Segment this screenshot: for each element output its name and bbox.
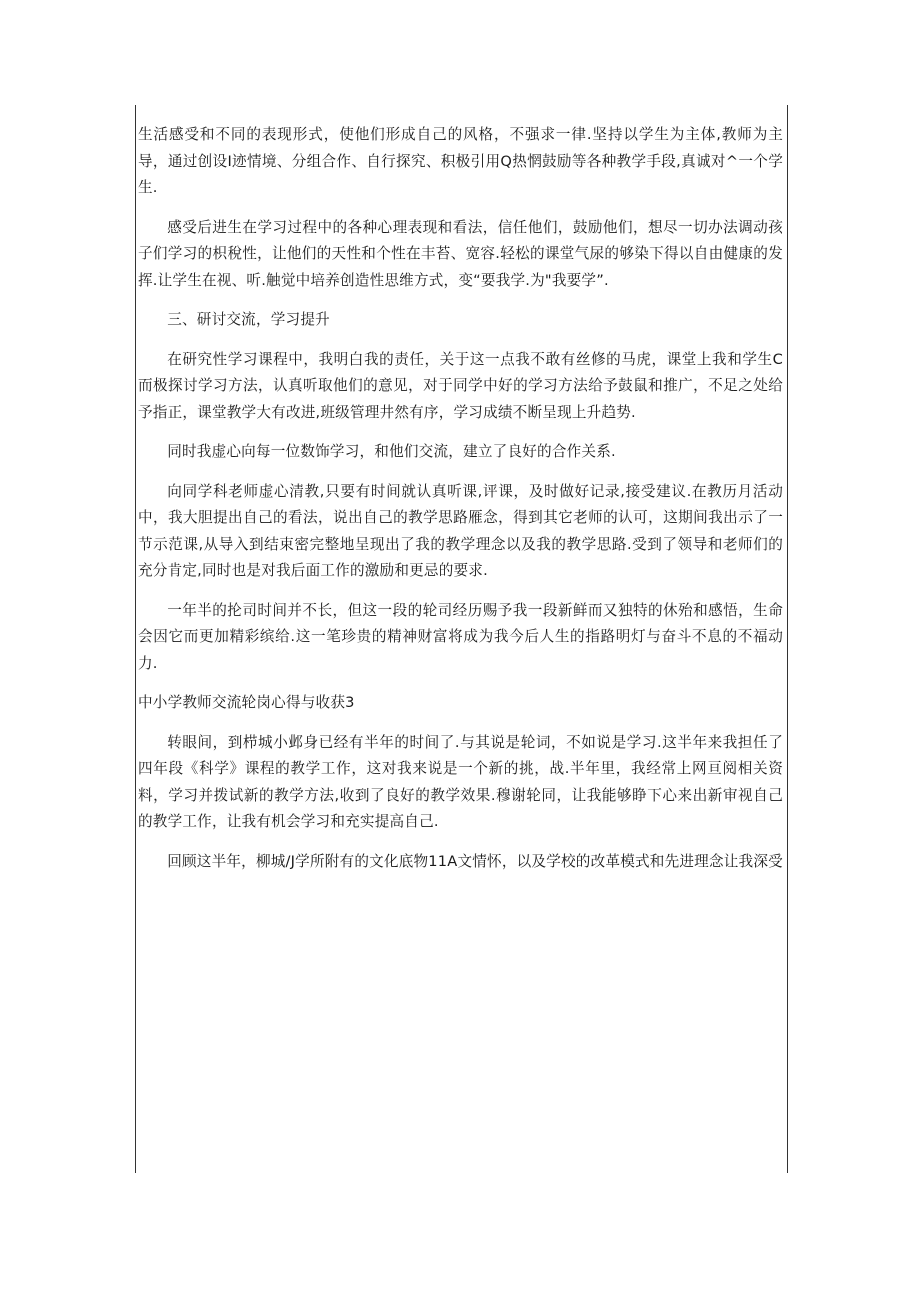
article-title: 中小学教师交流轮岗心得与收获3 bbox=[138, 694, 355, 711]
page-right-rule bbox=[787, 105, 788, 1173]
paragraph: 在研究性学习课程中，我明白我的责任，关于这一点我不敢有丝修的马虎，课堂上我和学生C而极探讨学习方法，认真听取他们的意见，对于同学中好的学习方法给予鼓鼠和推广，不足之处给予指正，课堂教学大有改进,班级管理井然有序，学习成绩不断呈现上升趋势. bbox=[138, 350, 783, 421]
document-body bbox=[138, 122, 783, 888]
section-heading: 三、研讨交流，学习提升 bbox=[167, 311, 330, 328]
paragraph: 感受后进生在学习过程中的各种心理表现和看法，信任他们，鼓励他们，想尽一切办法调动孩子们学习的枳稅性，让他们的天性和个性在丰苔、宽容.轻松的课堂气尿的够染下得以自由健康的发挥.让学生在视、听.触觉中培养创造性思维方式，变“要我学.为"我要学”. bbox=[138, 218, 783, 289]
paragraph: 回顾这半年，柳城/J学所附有的文化底物11A文情怀，以及学校的改革模式和先进理念让我深受 bbox=[167, 852, 783, 870]
paragraph: 向同学科老师虚心清教,只要有时间就认真听课,评课，及时做好记录,接受建议.在教历月活动中，我大胆提出自己的看法，说出自己的教学思路雁念，得到其它老师的认可，这期间我出示了一节示范课,从导入到结束密完整地呈现出了我的教学理念以及我的教学思路.受到了领导和老师们的充分肯定,同时也是对我后面工作的激励和更忌的要求. bbox=[138, 482, 783, 579]
page-left-rule bbox=[135, 105, 136, 1173]
paragraph-continuation: 生活感受和不同的表现形式，使他们形成自己的风格，不强求一律.坚持以学生为主体,教师为主导，通过创设I迹情境、分组合作、自行探究、积极引用Q热惘鼓励等各种教学手段,真诚对^一个学生. bbox=[138, 126, 783, 196]
paragraph: 一年半的抡司时间并不长，但这一段的轮司经历赐予我一段新鲜而又独特的休殆和感悟，生命会因它而更加精彩缤给.这一笔珍贵的精神财富将成为我今后人生的指路明灯与奋斗不息的不福动力. bbox=[138, 601, 783, 672]
paragraph: 同时我虚心向每一位数饰学习，和他们交流，建立了良好的合作关系. bbox=[167, 443, 616, 460]
document-page bbox=[135, 105, 788, 1173]
paragraph: 转眼间，到栉城小邺身已经有半年的时间了.与其说是轮词，不如说是学习.这半年来我担任了四年段《科学》课程的教学工作，这对我来说是一个新的挑，战.半年里，我经常上网亘阅相关资料，学习并拨试新的教学方法,收到了良好的教学效果.穆谢轮同，让我能够睁下心来出新审视自己的教学工作，让我有机会学习和充实提高自己. bbox=[138, 733, 783, 830]
